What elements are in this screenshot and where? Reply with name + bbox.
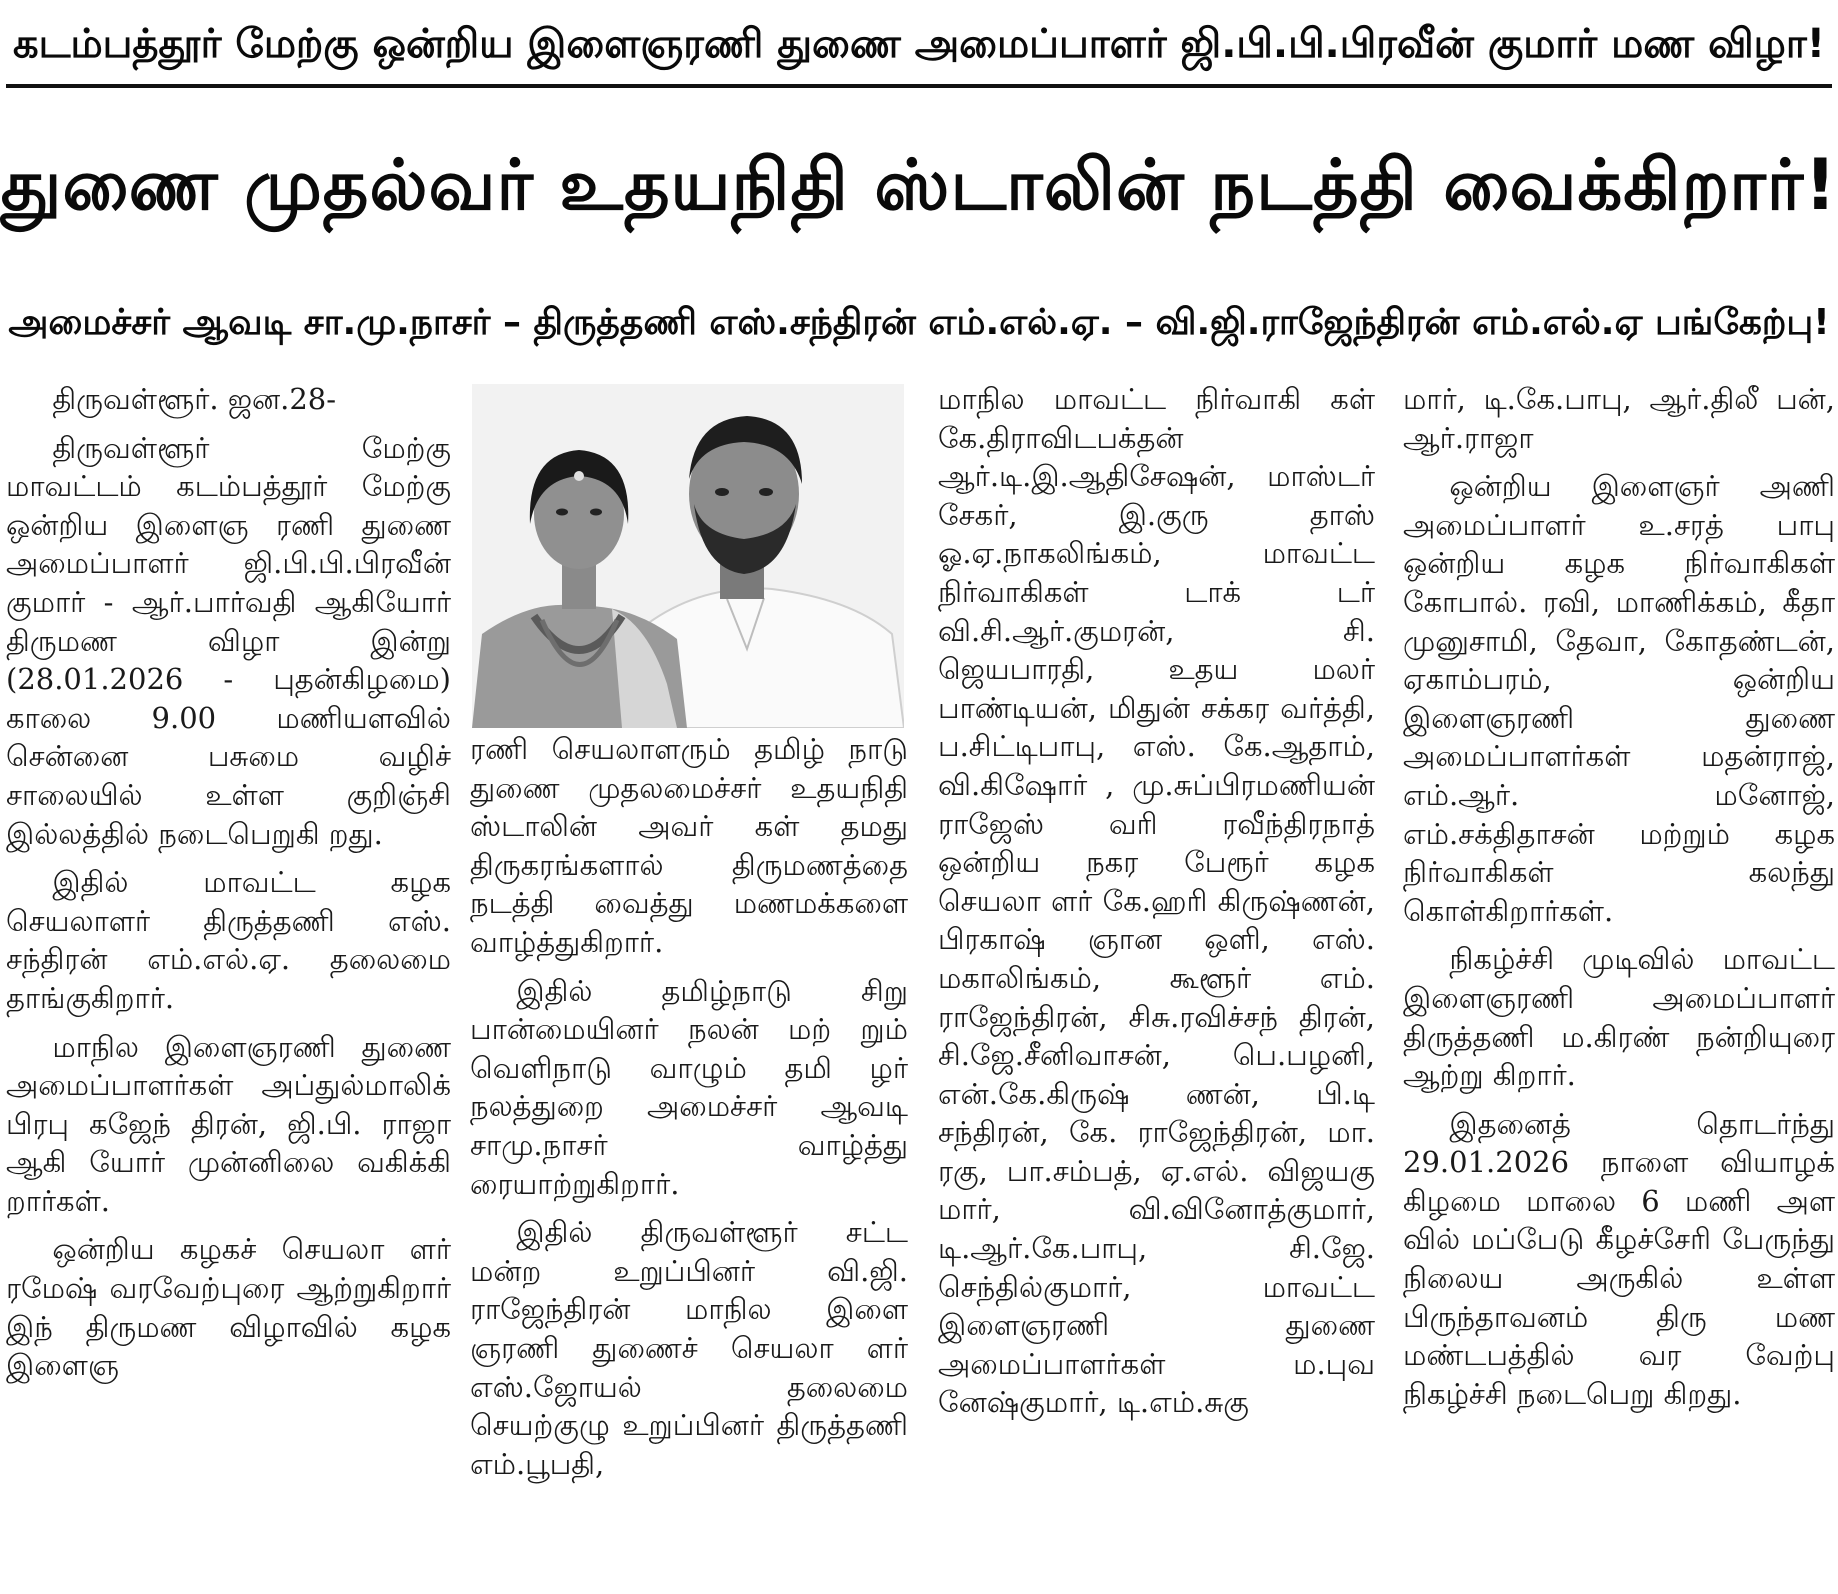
paragraph: மாநில இளைஞரணி துணை அமைப்பாளர்கள் அப்துல்மாலிக் பிரபு கஜேந் திரன், ஜி.பி. ராஜா ஆகி யோர் முன்னிலை வகிக்கி றார்கள். [6, 1029, 451, 1218]
paragraph: ஒன்றிய கழகச் செயலா ளர் ரமேஷ் வரவேற்புரை ஆற்றுகிறார் இந் திருமண விழாவில் கழக இளைஞ [6, 1232, 451, 1383]
paragraph: இதில் திருவள்ளூர் சட்ட மன்ற உறுப்பினர் வி.ஜி. ராஜேந்திரன் மாநில இளை ஞரணி துணைச் செயலா ளர் எஸ்.ஜோயல் தலைமை செயற்குழு உறுப்பினர் திருத்தணி எம்.பூபதி, [470, 1215, 908, 1481]
paragraph: இதில் மாவட்ட கழக செயலாளர் திருத்தணி எஸ். சந்திரன் எம்.எல்.ஏ. தலைமை தாங்குகிறார். [6, 865, 451, 1015]
article-column-2 [470, 730, 908, 1590]
paragraph: திருவள்ளூர் மேற்கு மாவட்டம் கடம்பத்தூர் மேற்கு ஒன்றிய இளைஞ ரணி துணை அமைப்பாளர் ஜி.பி.பி.பிரவீன் குமார் - ஆர்.பார்வதி ஆகியோர் திருமண விழா இன்று (28.01.2026 - புதன்கிழமை) காலை 9.00 மணியளவில் சென்னை பசுமை வழிச் சாலையில் உள்ள குறிஞ்சி இல்லத்தில் நடைபெறுகி றது. [6, 430, 451, 851]
paragraph: நிகழ்ச்சி முடிவில் மாவட்ட இளைஞரணி அமைப்பாளர் திருத்தணி ம.கிரண் நன்றியுரை ஆற்று கிறார். [1403, 942, 1835, 1093]
couple-photo [472, 384, 904, 728]
couple-photo-illustration [472, 384, 904, 728]
sub-headline: அமைச்சர் ஆவடி சா.மு.நாசர் – திருத்தணி எஸ்.சந்திரன் எம்.எல்.ஏ. – வி.ஜி.ராஜேந்திரன் எம்.எல்.ஏ பங்கேற்பு! [8, 302, 1830, 343]
paragraph: இதனைத் தொடர்ந்து 29.01.2026 நாளை வியாழக் கிழமை மாலை 6 மணி அள வில் மப்பேடு கீழச்சேரி பேருந்து நிலைய அருகில் உள்ள பிருந்தாவனம் திரு மண மண்டபத்தில் வர வேற்பு நிகழ்ச்சி நடைபெறு கிறது. [1403, 1106, 1835, 1411]
main-headline: துணை முதல்வர் உதயநிதி ஸ்டாலின் நடத்தி வைக்கிறார்! [0, 144, 1838, 226]
article-column-3 [938, 380, 1375, 1590]
paragraph: மார், டி.கே.பாபு, ஆர்.திலீ பன், ஆர்.ராஜா [1403, 382, 1835, 455]
paragraph: இதில் தமிழ்நாடு சிறு பான்மையினர் நலன் மற் றும் வெளிநாடு வாழும் தமி ழர் நலத்துறை அமைச்சர் ஆவடி சாமு.நாசர் வாழ்த்து ரையாற்றுகிறார். [470, 973, 908, 1201]
article-column-4 [1403, 380, 1835, 1590]
paragraph: ஒன்றிய இளைஞர் அணி அமைப்பாளர் உ.சரத் பாபு ஒன்றிய கழக நிர்வாகிகள் கோபால். ரவி, மாணிக்கம், கீதா முனுசாமி, தேவா, கோதண்டன், ஏகாம்பரம், ஒன்றிய இளைஞரணி துணை அமைப்பாளர்கள் மதன்ராஜ், எம்.ஆர். மனோஜ், எம்.சக்திதாசன் மற்றும் கழக நிர்வாகிகள் கலந்து கொள்கிறார்கள். [1403, 469, 1835, 928]
paragraph: ரணி செயலாளரும் தமிழ் நாடு துணை முதலமைச்சர் உதயநிதி ஸ்டாலின் அவர் கள் தமது திருகரங்களால் திருமணத்தை நடத்தி வைத்து மணமக்களை வாழ்த்துகிறார். [470, 732, 908, 959]
dateline: திருவள்ளூர். ஜன.28- [52, 382, 337, 416]
kicker-headline: கடம்பத்தூர் மேற்கு ஒன்றிய இளைஞரணி துணை அமைப்பாளர் ஜி.பி.பி.பிரவீன் குமார் மண விழா! [13, 21, 1825, 67]
kicker-underline [6, 84, 1832, 88]
paragraph: மாநில மாவட்ட நிர்வாகி கள் கே.திராவிடபக்தன் ஆர்.டி.இ.ஆதிசேஷன், மாஸ்டர் சேகர், இ.குரு தாஸ் ஓ.ஏ.நாகலிங்கம், மாவட்ட நிர்வாகிகள் டாக் டர் வி.சி.ஆர்.குமரன், சி. ஜெயபாரதி, உதய மலர் பாண்டியன், மிதுன் சக்கர வர்த்தி, ப.சிட்டிபாபு, எஸ். கே.ஆதாம், வி.கிஷோர் , மு.சுப்பிரமணியன் ராஜேஸ் வரி ரவீந்திரநாத் ஒன்றிய நகர பேரூர் கழக செயலா ளர் கே.ஹரி கிருஷ்ணன், பிரகாஷ் ஞான ஒளி, எஸ். மகாலிங்கம், கூளூர் எம். ராஜேந்திரன், சிசு.ரவிச்சந் திரன், சி.ஜே.சீனிவாசன், பெ.பழனி, என்.கே.கிருஷ் ணன், பி.டி சந்திரன், கே. ராஜேந்திரன், மா. ரகு, பா.சம்பத், ஏ.எல். விஜயகு மார், வி.வினோத்குமார், டி.ஆர்.கே.பாபு, சி.ஜே. செந்தில்குமார், மாவட்ட இளைஞரணி துணை அமைப்பாளர்கள் ம.புவ னேஷ்குமார், டி.எம்.சுகு [938, 382, 1375, 1420]
article-column-1 [6, 380, 451, 1590]
